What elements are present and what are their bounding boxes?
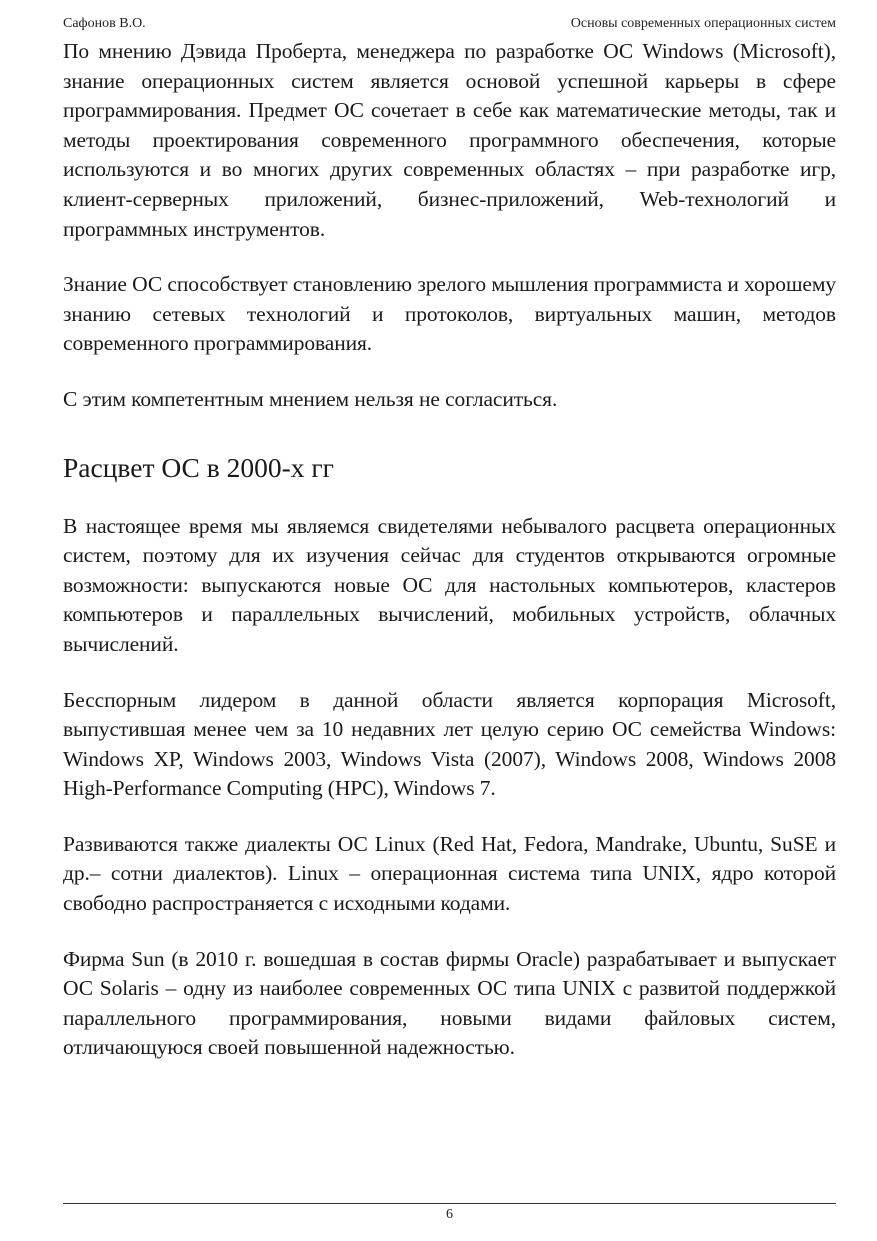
document-page (63, 0, 836, 1241)
paragraph: Бесспорным лидером в данной области является корпорация Microsoft, выпустившая менее чем за 10 недавних лет целую серию ОС семейства Windows: Windows XP, Windows 2003, Windows Vista (2007), Windows 2008, Windows 2008 High-Performance Computing (HPC), Windows 7. (63, 687, 836, 801)
paragraph: Фирма Sun (в 2010 г. вошедшая в состав фирмы Oracle) разрабатывает и выпускает ОС Solaris – одну из наиболее современных ОС типа UNIX с развитой поддержкой параллельного программирования, новыми видами файловых систем, отличающуюся своей повышенной надежностью. (63, 946, 836, 1060)
page-number: 6 (446, 1207, 453, 1222)
page-body (63, 37, 836, 1063)
paragraph: Знание ОС способствует становлению зрелого мышления программиста и хорошему знанию сетевых технологий и протоколов, виртуальных машин, методов современного программирования. (63, 272, 836, 356)
header-book-title: Основы современных операционных систем (570, 16, 836, 31)
paragraph: В настоящее время мы являемся свидетелями небывалого расцвета операционных систем, поэтому для их изучения сейчас для студентов открываются огромные возможности: выпускаются новые ОС для настольных компьютеров, кластеров компьютеров и параллельных вычислений, мобильных устройств, облачных вычислений. (63, 513, 836, 656)
page-header (63, 16, 836, 36)
header-author: Сафонов В.О. (63, 16, 146, 31)
paragraph: С этим компетентным мнением нельзя не согласиться. (63, 386, 558, 411)
paragraph: Развиваются также диалекты ОС Linux (Red Hat, Fedora, Mandrake, Ubuntu, SuSE и др.– сотни диалектов). Linux – операционная система типа UNIX, ядро которой свободно распространяется с исходными кодами. (63, 831, 836, 916)
footer-divider (63, 1203, 836, 1204)
paragraph: По мнению Дэвида Проберта, менеджера по разработке ОС Windows (Microsoft), знание операционных систем является основой успешной карьеры в сфере программирования. Предмет ОС сочетает в себе как математические методы, так и методы проектирования современного программного обеспечения, которые используются и во многих других современных областях – при разработке игр, клиент-серверных приложений, бизнес-приложений, Web-технологий и программных инструментов. (63, 39, 836, 241)
section-heading: Расцвет ОС в 2000-х гг (63, 451, 334, 483)
